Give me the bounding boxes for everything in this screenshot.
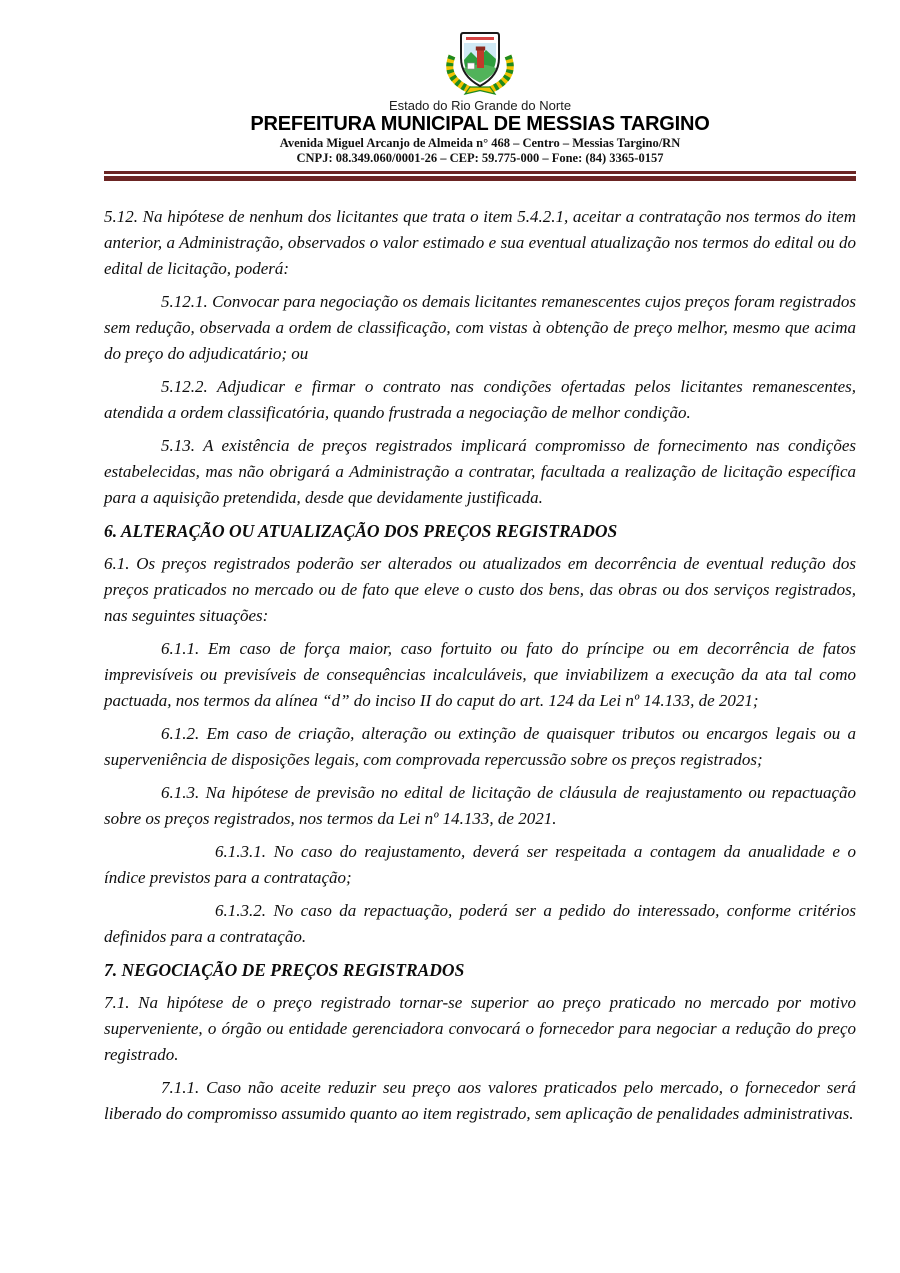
paragraph-6-1-1: 6.1.1. Em caso de força maior, caso fortuito ou fato do príncipe ou em decorrência de fatos imprevisíveis ou previsíveis de consequências incalculáveis, que inviabilizem a execução da ata tal como pactuada, nos termos da alínea “d” do inciso II do caput do art. 124 da Lei nº 14.133, de 2021; bbox=[104, 639, 856, 710]
municipality-title: PREFEITURA MUNICIPAL DE MESSIAS TARGINO bbox=[250, 113, 710, 135]
section-heading-6: 6. ALTERAÇÃO OU ATUALIZAÇÃO DOS PREÇOS REGISTRADOS bbox=[104, 521, 618, 541]
paragraph-7-1: 7.1. Na hipótese de o preço registrado tornar-se superior ao preço praticado no mercado por motivo superveniente, o órgão ou entidade gerenciadora convocará o fornecedor para negociar a redução do preço registrado. bbox=[104, 993, 856, 1064]
paragraph-6-1-2: 6.1.2. Em caso de criação, alteração ou extinção de quaisquer tributos ou encargos legais ou a superveniência de disposições legais, com comprovada repercussão sobre os preços registrados; bbox=[104, 724, 856, 769]
paragraph-6-1: 6.1. Os preços registrados poderão ser alterados ou atualizados em decorrência de eventual redução dos preços praticados no mercado ou de fato que eleve o custo dos bens, das obras ou dos serviços registrados, nas seguintes situações: bbox=[104, 554, 856, 625]
paragraph-5-13: 5.13. A existência de preços registrados implicará compromisso de fornecimento nas condições estabelecidas, mas não obrigará a Administração a contratar, facultada a realização de licitação específica para a aquisição pretendida, desde que devidamente justificada. bbox=[104, 436, 856, 507]
paragraph-5-12-1: 5.12.1. Convocar para negociação os demais licitantes remanescentes cujos preços foram registrados sem redução, observada a ordem de classificação, com vistas à obtenção de preço melhor, mesmo que acima do preço do adjudicatário; ou bbox=[104, 292, 856, 363]
paragraph-6-1-3: 6.1.3. Na hipótese de previsão no edital de licitação de cláusula de reajustamento ou repactuação sobre os preços registrados, nos termos da Lei nº 14.133, de 2021. bbox=[104, 783, 856, 828]
paragraph-6-1-3-2: 6.1.3.2. No caso da repactuação, poderá ser a pedido do interessado, conforme critérios definidos para a contratação. bbox=[104, 901, 856, 946]
coat-of-arms-logo bbox=[104, 30, 856, 96]
state-name: Estado do Rio Grande do Norte bbox=[388, 98, 572, 113]
document-body bbox=[104, 204, 856, 1127]
letterhead bbox=[104, 0, 856, 181]
cnpj-line: CNPJ: 08.349.060/0001-26 – CEP: 59.775-000 – Fone: (84) 3365-0157 bbox=[296, 151, 664, 165]
address-line: Avenida Miguel Arcanjo de Almeida n° 468 – Centro – Messias Targino/RN bbox=[279, 136, 681, 150]
section-heading-7: 7. NEGOCIAÇÃO DE PREÇOS REGISTRADOS bbox=[104, 960, 465, 980]
paragraph-7-1-1: 7.1.1. Caso não aceite reduzir seu preço aos valores praticados pelo mercado, o fornecedor será liberado do compromisso assumido quanto ao item registrado, sem aplicação de penalidades administrativas. bbox=[104, 1078, 856, 1123]
paragraph-5-12: 5.12. Na hipótese de nenhum dos licitantes que trata o item 5.4.2.1, aceitar a contratação nos termos do item anterior, a Administração, observados o valor estimado e sua eventual atualização nos termos do edital ou do edital de licitação, poderá: bbox=[104, 207, 856, 278]
paragraph-6-1-3-1: 6.1.3.1. No caso do reajustamento, deverá ser respeitada a contagem da anualidade e o índice previstos para a contratação; bbox=[104, 842, 856, 887]
header-divider bbox=[104, 171, 856, 181]
paragraph-5-12-2: 5.12.2. Adjudicar e firmar o contrato nas condições ofertadas pelos licitantes remanescentes, atendida a ordem classificatória, quando frustrada a negociação de melhor condição. bbox=[104, 377, 856, 422]
